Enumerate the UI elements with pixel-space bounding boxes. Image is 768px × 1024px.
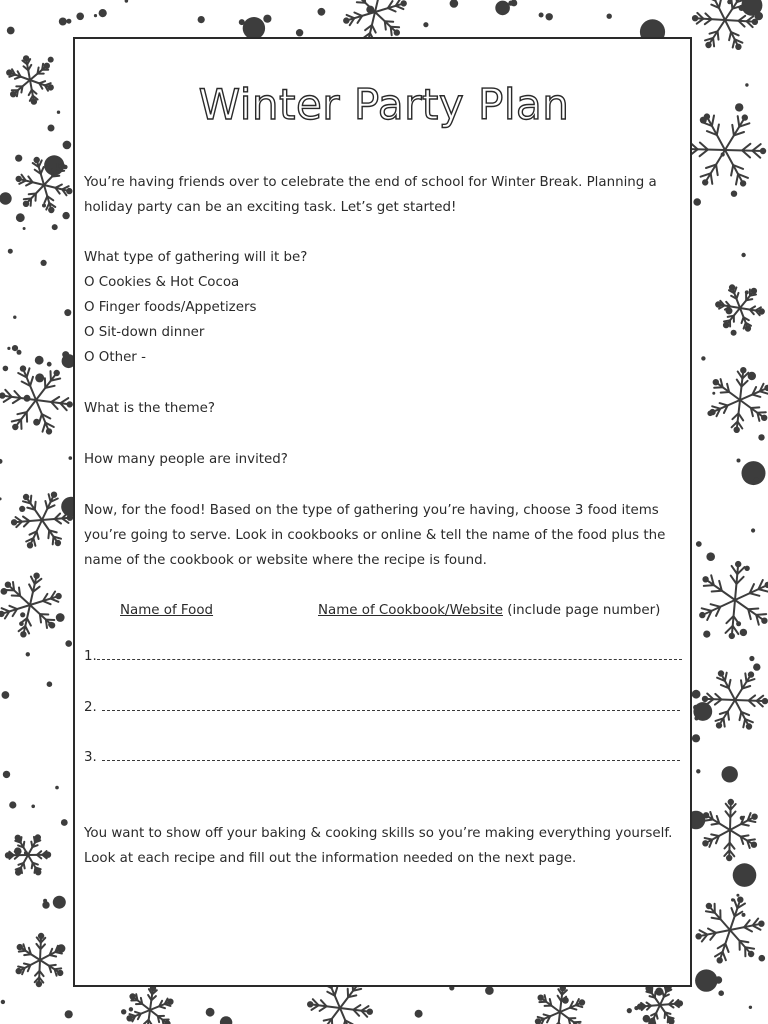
snow-dot-icon xyxy=(737,459,741,463)
snow-dot-icon xyxy=(17,350,22,355)
gathering-option-sit-down[interactable]: O Sit-down dinner xyxy=(84,325,205,340)
snow-dot-icon xyxy=(718,990,724,996)
snow-dot-icon xyxy=(701,356,705,360)
snow-dot-icon xyxy=(706,552,715,561)
snow-dot-icon xyxy=(59,18,67,26)
snow-dot-icon xyxy=(56,613,65,622)
snow-dot-icon xyxy=(423,22,428,27)
snow-dot-icon xyxy=(7,347,10,350)
snow-dot-icon xyxy=(696,541,702,547)
snowflake-icon xyxy=(127,986,172,1024)
snow-dot-icon xyxy=(65,1010,73,1018)
gathering-question: What type of gathering will it be? xyxy=(84,250,308,265)
snow-dot-icon xyxy=(696,769,700,773)
people-question: How many people are invited? xyxy=(84,452,288,467)
gathering-option-finger-foods[interactable]: O Finger foods/Appetizers xyxy=(84,300,257,315)
snow-dot-icon xyxy=(607,14,612,19)
closing-line-1: You want to show off your baking & cooking skills so you’re making everything yourself. xyxy=(84,826,673,841)
snow-dot-icon xyxy=(758,434,764,440)
snow-dot-icon xyxy=(736,894,739,897)
snowflake-icon xyxy=(703,800,757,860)
snow-dot-icon xyxy=(694,716,698,720)
theme-question: What is the theme? xyxy=(84,401,215,416)
snow-dot-icon xyxy=(55,786,59,790)
snow-dot-icon xyxy=(751,528,755,532)
header-source-note: (include page number) xyxy=(507,603,661,618)
snow-dot-icon xyxy=(121,1009,126,1014)
snow-dot-icon xyxy=(35,356,44,365)
snow-dot-icon xyxy=(198,16,205,23)
snowflake-icon xyxy=(696,898,763,963)
snow-dot-icon xyxy=(12,345,18,351)
snow-dot-icon xyxy=(64,309,71,316)
snow-dot-icon xyxy=(508,1,513,6)
snow-dot-icon xyxy=(53,896,66,909)
snow-dot-icon xyxy=(0,497,2,500)
snow-dot-icon xyxy=(740,629,747,636)
snowflake-icon xyxy=(703,671,767,728)
snow-dot-icon xyxy=(693,198,701,206)
snow-dot-icon xyxy=(62,351,69,358)
food-entry-2[interactable] xyxy=(84,699,680,715)
gathering-option-other[interactable]: O Other - xyxy=(84,350,146,365)
snow-dot-icon xyxy=(741,253,745,257)
snow-dot-icon xyxy=(94,14,97,17)
snow-dot-icon xyxy=(1,1000,5,1004)
snow-dot-icon xyxy=(296,29,303,36)
snow-dot-icon xyxy=(1,588,8,595)
food-entry-1[interactable] xyxy=(84,648,682,664)
header-name-of-food: Name of Food xyxy=(120,603,214,618)
entry-number-1: 1. xyxy=(84,649,97,664)
snow-dot-icon xyxy=(539,13,544,18)
snow-dot-icon xyxy=(16,213,25,222)
snow-dot-icon xyxy=(722,766,738,782)
food-entry-3[interactable] xyxy=(84,749,680,765)
snow-dot-icon xyxy=(749,656,754,661)
snow-dot-icon xyxy=(52,224,58,230)
snow-dot-icon xyxy=(742,461,766,485)
snow-dot-icon xyxy=(13,316,16,319)
snow-dot-icon xyxy=(318,8,326,16)
snow-dot-icon xyxy=(47,362,52,367)
snow-dot-icon xyxy=(61,819,68,826)
entry-blank-1[interactable] xyxy=(97,648,682,660)
snow-dot-icon xyxy=(65,640,72,647)
intro-line-2: holiday party can be an exciting task. Let’s get started! xyxy=(84,200,457,215)
food-intro-line-1: Now, for the food! Based on the type of gathering you’re having, choose 3 food items xyxy=(84,503,659,518)
snow-dot-icon xyxy=(3,366,9,372)
snow-dot-icon xyxy=(42,204,46,208)
snow-dot-icon xyxy=(759,955,766,962)
snowflake-icon xyxy=(700,562,768,638)
closing-line-2: Look at each recipe and fill out the information needed on the next page. xyxy=(84,851,577,866)
snow-dot-icon xyxy=(712,392,715,395)
snow-dot-icon xyxy=(8,249,13,254)
snow-dot-icon xyxy=(263,15,271,23)
snowflake-icon xyxy=(716,285,764,330)
snow-dot-icon xyxy=(715,976,722,983)
snow-dot-icon xyxy=(749,1006,752,1009)
snow-dot-icon xyxy=(66,19,71,24)
header-source-label: Name of Cookbook/Website xyxy=(318,603,503,618)
snow-dot-icon xyxy=(0,459,3,464)
snow-dot-icon xyxy=(9,801,16,808)
snowflake-icon xyxy=(6,835,50,874)
snow-dot-icon xyxy=(2,691,10,699)
snow-dot-icon xyxy=(26,652,30,656)
snow-dot-icon xyxy=(47,681,53,687)
snow-dot-icon xyxy=(69,456,73,460)
snowflake-icon xyxy=(17,934,64,986)
entry-number-2: 2. xyxy=(84,700,97,715)
snow-dot-icon xyxy=(733,863,757,887)
snowflake-icon xyxy=(0,574,61,637)
snow-dot-icon xyxy=(703,631,710,638)
snow-dot-icon xyxy=(20,612,25,617)
snow-dot-icon xyxy=(15,155,22,162)
snow-dot-icon xyxy=(23,227,26,230)
snow-dot-icon xyxy=(206,1008,215,1017)
snow-dot-icon xyxy=(35,373,44,382)
snow-dot-icon xyxy=(754,477,759,482)
snow-dot-icon xyxy=(62,212,69,219)
snowflake-icon xyxy=(12,493,72,548)
snow-dot-icon xyxy=(546,13,553,20)
snow-dot-icon xyxy=(3,771,10,778)
snow-dot-icon xyxy=(19,506,25,512)
snow-dot-icon xyxy=(31,805,35,809)
food-intro-line-3: name of the cookbook or website where the recipe is found. xyxy=(84,553,487,568)
snow-dot-icon xyxy=(753,663,760,670)
entry-number-3: 3. xyxy=(84,750,97,765)
snow-dot-icon xyxy=(76,12,84,20)
header-source xyxy=(318,598,660,623)
entry-blank-2[interactable] xyxy=(102,699,680,711)
snow-dot-icon xyxy=(731,191,737,197)
snow-dot-icon xyxy=(48,57,54,63)
snow-dot-icon xyxy=(695,969,717,991)
snow-dot-icon xyxy=(7,27,15,35)
snowflake-icon xyxy=(536,986,584,1024)
snow-dot-icon xyxy=(731,330,737,336)
snow-dot-icon xyxy=(63,141,72,150)
snowflake-icon xyxy=(710,368,768,432)
snow-dot-icon xyxy=(43,899,47,903)
snow-dot-icon xyxy=(495,1,510,16)
page-title: Winter Party Plan xyxy=(198,80,570,129)
snow-dot-icon xyxy=(627,1008,632,1013)
snow-dot-icon xyxy=(485,986,494,995)
snow-dot-icon xyxy=(692,690,701,699)
snow-dot-icon xyxy=(129,1007,133,1011)
snow-dot-icon xyxy=(415,1010,423,1018)
entry-blank-3[interactable] xyxy=(102,749,680,761)
food-intro-line-2: you’re going to serve. Look in cookbooks or online & tell the name of the food plus the xyxy=(84,528,666,543)
snow-dot-icon xyxy=(125,0,129,3)
snow-dot-icon xyxy=(692,734,700,742)
snow-dot-icon xyxy=(0,192,12,204)
intro-line-1: You’re having friends over to celebrate the end of school for Winter Break. Planning a xyxy=(84,175,657,190)
snow-dot-icon xyxy=(220,1016,232,1024)
snow-dot-icon xyxy=(742,913,746,917)
snow-dot-icon xyxy=(41,260,47,266)
snow-dot-icon xyxy=(99,9,107,17)
gathering-option-cookies[interactable]: O Cookies & Hot Cocoa xyxy=(84,275,240,290)
snow-dot-icon xyxy=(450,0,459,8)
